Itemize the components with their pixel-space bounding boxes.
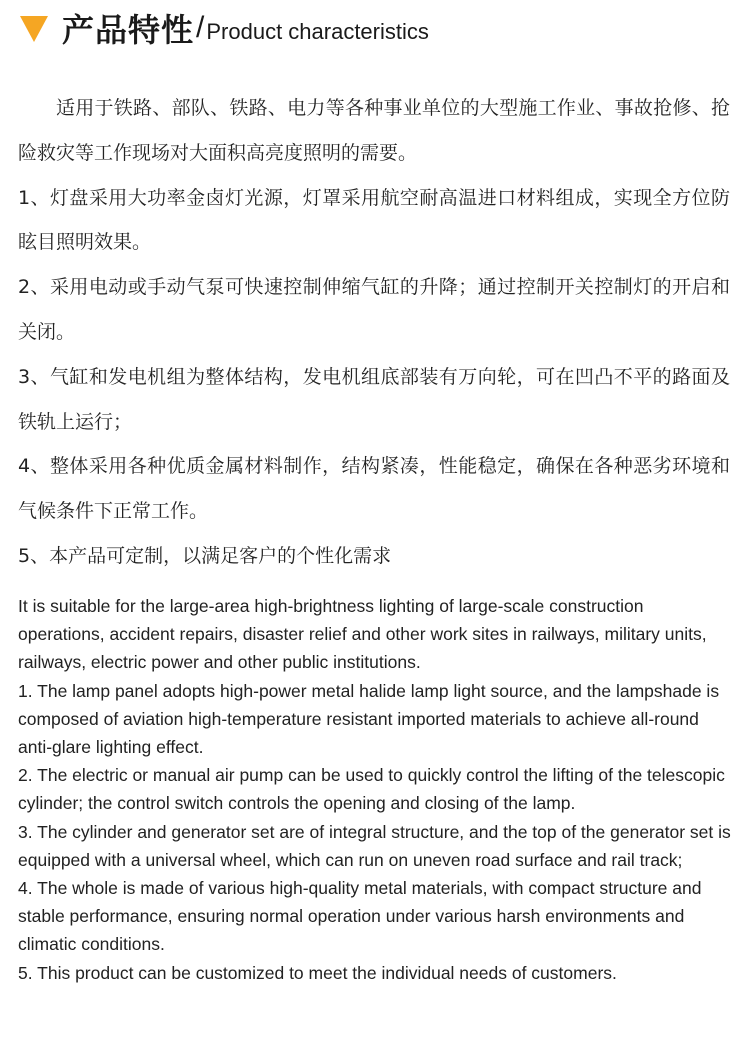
title-english: Product characteristics xyxy=(206,19,429,44)
english-description xyxy=(18,592,732,987)
en-feature-item: 2. The electric or manual air pump can be used to quickly control the lifting of the telescopic cylinder; the control switch controls the opening and closing of the lamp. xyxy=(18,765,725,814)
section-header xyxy=(20,2,429,54)
down-triangle-icon xyxy=(20,14,48,44)
en-feature-item: 1. The lamp panel adopts high-power metal halide lamp light source, and the lampshade is composed of aviation high-temperature resistant imported materials to achieve all-round anti-glare lighting effect. xyxy=(18,680,720,758)
title-separator: / xyxy=(196,11,205,44)
en-intro-paragraph: It is suitable for the large-area high-brightness lighting of large-scale construction operations, accident repairs, disaster relief and other work sites in railways, military units, railways, electric power and other public institutions. xyxy=(18,596,707,673)
en-feature-item: 3. The cylinder and generator set are of integral structure, and the top of the generator set is equipped with a universal wheel, which can run on uneven road surface and rail track; xyxy=(18,821,731,870)
title-chinese: 产品特性 xyxy=(62,11,195,49)
cn-feature-item: 5、本产品可定制，以满足客户的个性化需求 xyxy=(18,544,392,567)
en-feature-item: 4. The whole is made of various high-quality metal materials, with compact structure and stable performance, ensuring normal operation under various harsh environments and climatic conditions. xyxy=(18,878,702,955)
chinese-description xyxy=(18,86,730,579)
en-feature-item: 5. This product can be customized to meet the individual needs of customers. xyxy=(18,962,617,983)
cn-feature-item: 1、灯盘采用大功率金卤灯光源，灯罩采用航空耐高温进口材料组成，实现全方位防眩目照明效果。 xyxy=(18,186,730,254)
cn-feature-item: 4、整体采用各种优质金属材料制作，结构紧凑，性能稳定，确保在各种恶劣环境和气候条件下正常工作。 xyxy=(18,455,730,523)
cn-feature-item: 3、气缸和发电机组为整体结构，发电机组底部装有万向轮，可在凹凸不平的路面及铁轨上运行； xyxy=(18,365,730,433)
cn-feature-item: 2、采用电动或手动气泵可快速控制伸缩气缸的升降；通过控制开关控制灯的开启和关闭。 xyxy=(18,276,730,343)
cn-intro-paragraph: 适用于铁路、部队、铁路、电力等各种事业单位的大型施工作业、事故抢修、抢险救灾等工作现场对大面积高亮度照明的需要。 xyxy=(18,97,730,164)
